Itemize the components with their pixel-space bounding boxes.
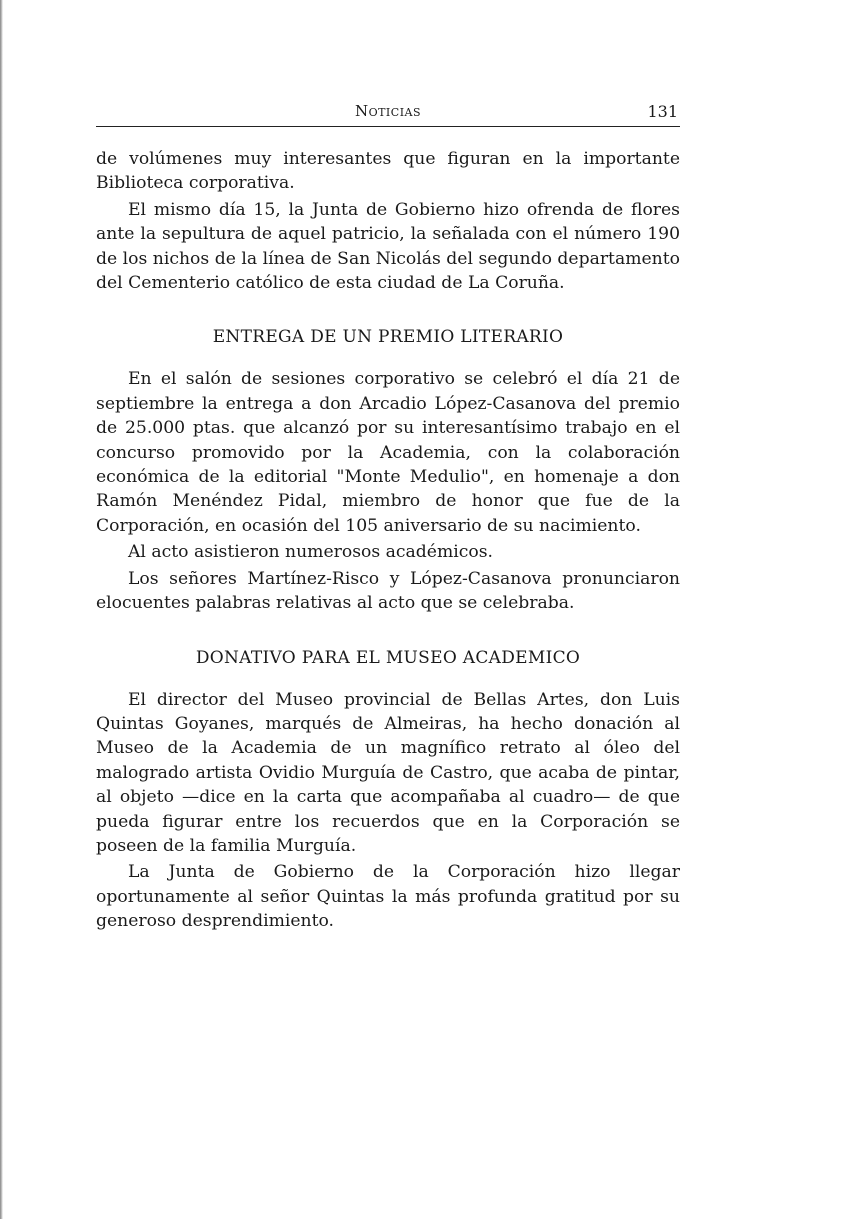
running-title: Noticias	[354, 102, 422, 120]
donativo-paragraph-2: La Junta de Gobierno de la Corporación hizo llegar oportunamente al señor Quintas la más profunda gratitud por su generoso desprendimiento.	[96, 862, 680, 932]
premio-paragraph-1: En el salón de sesiones corporativo se celebró el día 21 de septiembre la entrega a don Arcadio López-Casanova del premio de 25.000 ptas. que alcanzó por su interesantísimo trabajo en el concurso promovido por la Academia, con la colaboración económica de la editorial "Monte Medulio", en homenaje a don Ramón Menéndez Pidal, miembro de honor que fue de la Corporación, en ocasión del 105 aniversario de su nacimiento.	[96, 369, 680, 536]
intro-block	[96, 147, 680, 295]
page	[96, 96, 680, 936]
donativo-paragraph-1: El director del Museo provincial de Bellas Artes, don Luis Quintas Goyanes, marqués de Almeiras, ha hecho donación al Museo de la Academia de un magnífico retrato al óleo del malogrado artista Ovidio Murguía de Castro, que acaba de pintar, al objeto —dice en la carta que acompañaba al cuadro— de que pueda figurar entre los recuerdos que en la Corporación se poseen de la familia Murguía.	[96, 689, 680, 856]
section-heading-donativo: DONATIVO PARA EL MUSEO ACADEMICO	[195, 647, 581, 668]
running-head	[96, 96, 680, 127]
section-donativo-museo	[96, 648, 680, 934]
intro-paragraph-2: El mismo día 15, la Junta de Gobierno hizo ofrenda de flores ante la sepultura de aquel patricio, la señalada con el número 190 de los nichos de la línea de San Nicolás del segundo departamento del Cementerio católico de esta ciudad de La Coruña.	[96, 199, 680, 294]
premio-paragraph-2: Al acto asistieron numerosos académicos.	[128, 542, 493, 563]
scan-edge-shadow	[0, 0, 6, 1219]
intro-paragraph-1: de volúmenes muy interesantes que figuran en la importante Biblioteca corporativa.	[96, 149, 680, 194]
section-heading-premio: ENTREGA DE UN PREMIO LITERARIO	[212, 327, 564, 348]
premio-paragraph-3: Los señores Martínez-Risco y López-Casanova pronunciaron elocuentes palabras relativas al acto que se celebraba.	[96, 568, 680, 614]
page-number: 131	[647, 102, 678, 121]
section-premio-literario	[96, 327, 680, 615]
